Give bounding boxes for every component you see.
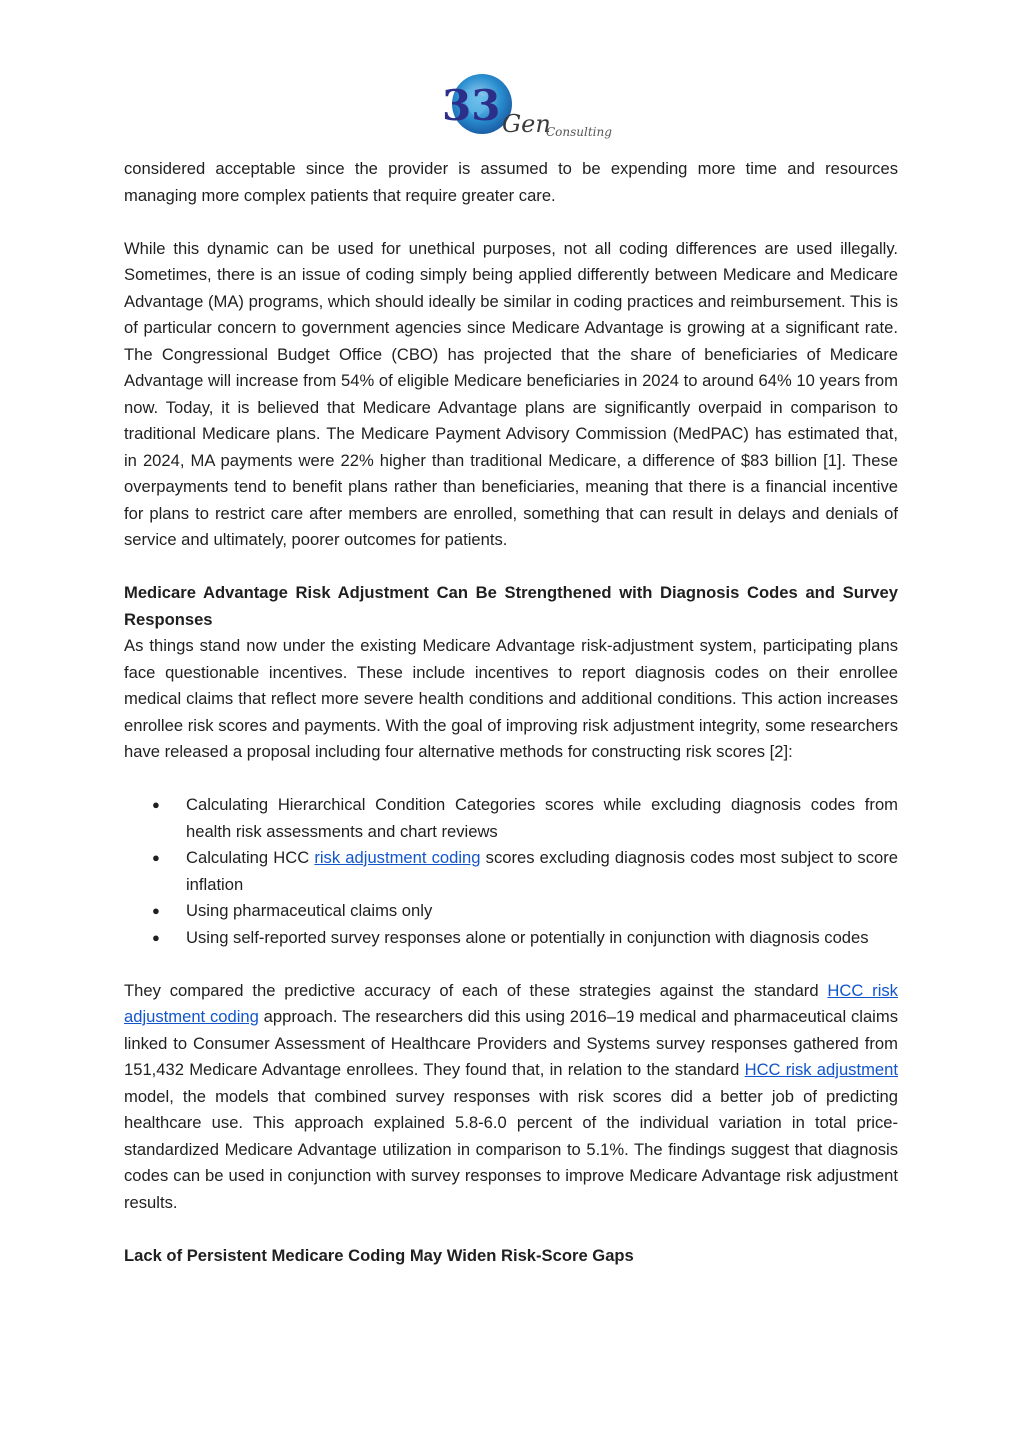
section-heading-risk-adjustment: Medicare Advantage Risk Adjustment Can Be Strengthened with Diagnosis Codes and Survey Responses <box>124 583 898 629</box>
section-heading-coding-gaps: Lack of Persistent Medicare Coding May Widen Risk-Score Gaps <box>124 1245 634 1265</box>
bullet-icon: ● <box>152 903 160 918</box>
document-body <box>124 156 898 1269</box>
svg-text:Gen: Gen <box>502 110 551 138</box>
paragraph-intro-continued: considered acceptable since the provider is assumed to be expending more time and resources managing more complex patients that require greater care. <box>124 159 898 205</box>
bullet-icon: ● <box>152 929 160 945</box>
list-item: ● Calculating HCC risk adjustment coding scores excluding diagnosis codes most subject to score inflation <box>124 845 898 898</box>
list-item: ● Using self-reported survey responses alone or potentially in conjunction with diagnosis codes <box>124 925 898 952</box>
company-logo <box>440 68 612 148</box>
list-item: ● Calculating Hierarchical Condition Categories scores while excluding diagnosis codes from health risk assessments and chart reviews <box>124 792 898 845</box>
paragraph-predictive-accuracy: They compared the predictive accuracy of each of these strategies against the standard HCC risk adjustment coding approach. The researchers did this using 2016–19 medical and pharmaceutical claims linked to Consumer Assessment of Healthcare Providers and Systems survey responses gathered from 151,432 Medicare Advantage enrollees. They found that, in relation to the standard HCC risk adjustment model, the models that combined survey responses with risk scores did a better job of predicting healthcare use. This approach explained 5.8-6.0 percent of the individual variation in total price-standardized Medicare Advantage utilization in comparison to 5.1%. The findings suggest that diagnosis codes can be used in conjunction with survey responses to improve Medicare Advantage risk adjustment results. <box>124 980 898 1212</box>
methods-list <box>124 792 898 951</box>
link-hcc-risk-adjustment-coding[interactable]: HCC risk adjustment coding <box>124 980 898 1026</box>
link-risk-adjustment-coding[interactable]: risk adjustment coding <box>314 848 481 867</box>
paragraph-coding-differences: While this dynamic can be used for unethical purposes, not all coding differences are used illegally. Sometimes, there is an issue of coding simply being applied differently between Medicare and Medicare Advantage (MA) programs, which should ideally be similar in coding practices and reimbursement. This is of particular concern to government agencies since Medicare Advantage is growing at a significant rate. The Congressional Budget Office (CBO) has projected that the share of beneficiaries of Medicare Advantage will increase from 54% of eligible Medicare beneficiaries in 2024 to around 64% 10 years from now. Today, it is believed that Medicare Advantage plans are significantly overpaid in comparison to traditional Medicare plans. The Medicare Payment Advisory Commission (MedPAC) has estimated that, in 2024, MA payments were 22% higher than traditional Medicare, a difference of $83 billion [1]. These overpayments tend to benefit plans rather than beneficiaries, meaning that there is a financial incentive for plans to restrict care after members are enrolled, something that can result in delays and denials of service and ultimately, poorer outcomes for patients. <box>124 238 898 549</box>
link-hcc-risk-adjustment[interactable]: HCC risk adjustment <box>744 1060 898 1079</box>
bullet-icon: ● <box>152 797 160 812</box>
svg-text:33: 33 <box>442 81 501 130</box>
paragraph-risk-incentives: As things stand now under the existing Medicare Advantage risk-adjustment system, participating plans face questionable incentives. These include incentives to report diagnosis codes on their enrollee medical claims that reflect more severe health conditions and additional conditions. This action increases enrollee risk scores and payments. With the goal of improving risk adjustment integrity, some researchers have released a proposal including four alternative methods for constructing risk scores [2]: <box>124 636 898 761</box>
logo-graphic <box>440 68 612 148</box>
bullet-icon: ● <box>152 850 160 865</box>
svg-text:Consulting: Consulting <box>546 125 612 139</box>
list-item: ● Using pharmaceutical claims only <box>124 898 898 925</box>
